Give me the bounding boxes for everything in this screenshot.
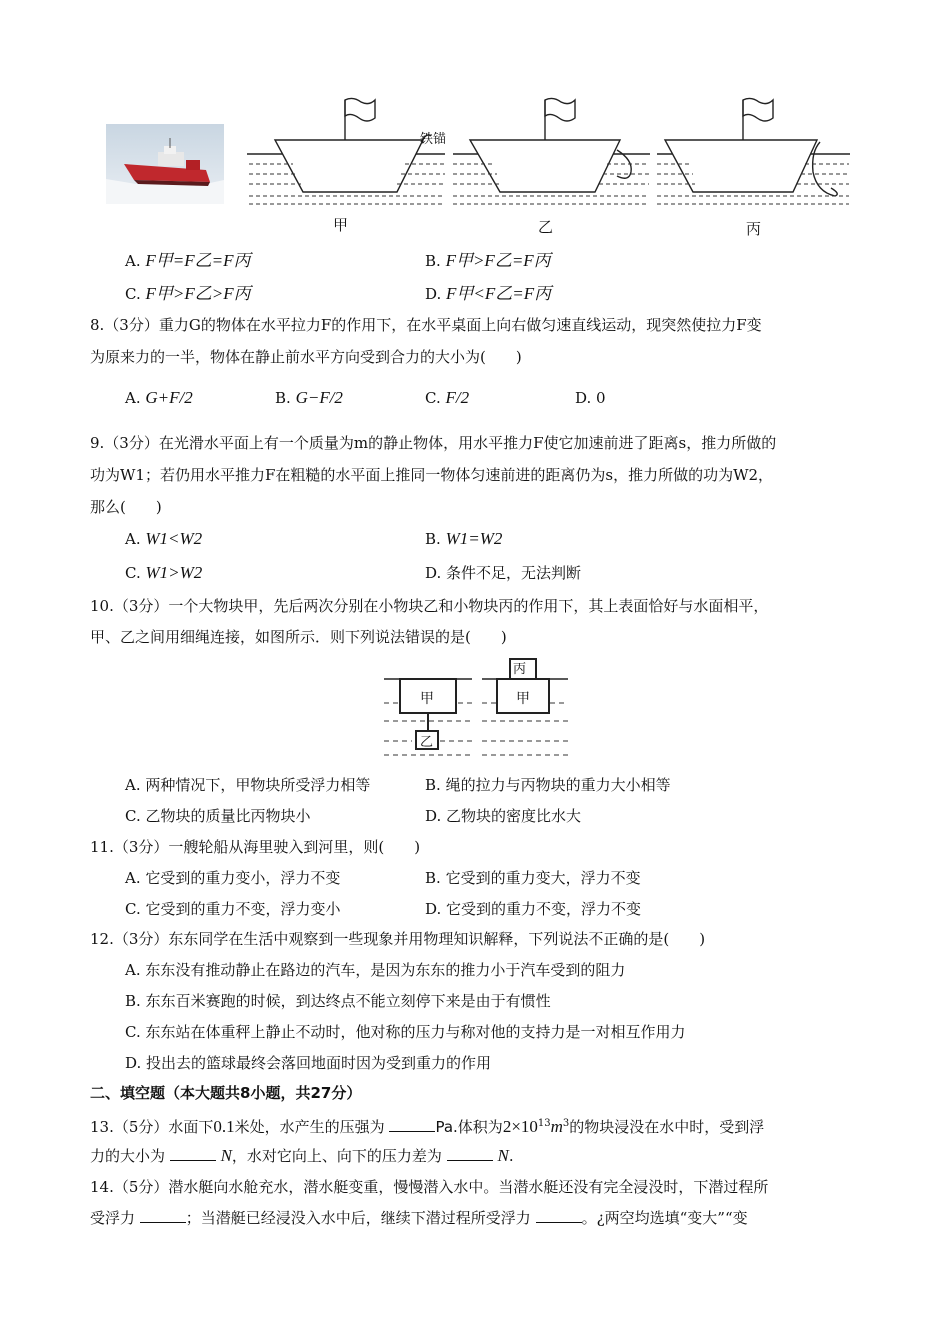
- q9-option-d[interactable]: D. 条件不足，无法判断: [425, 564, 582, 582]
- q10-stem-line2: 甲、乙之间用细绳连接，如图所示．则下列说法错误的是( ): [90, 628, 507, 646]
- q9-option-b-text: W1=W2: [445, 529, 503, 548]
- q7-option-d-text: F甲<F乙=F丙: [446, 284, 552, 303]
- fig2-label-yi: 乙: [420, 735, 434, 750]
- q12-option-b[interactable]: B. 东东百米赛跑的时候，到达终点不能立刻停下来是由于有惯性: [125, 992, 551, 1010]
- q11-option-d-text: 它受到的重力不变，浮力不变: [446, 900, 642, 918]
- fig1-label-jia: 甲: [333, 216, 349, 234]
- q8-option-c[interactable]: C. F/2: [425, 388, 470, 407]
- fig1-label-bing: 丙: [746, 220, 762, 238]
- q12-option-b-text: 东东百米赛跑的时候，到达终点不能立刻停下来是由于有惯性: [145, 992, 551, 1010]
- q13-blank-3[interactable]: [447, 1146, 493, 1161]
- q13-stem-line2: 力的大小为 N，水对它向上、向下的压力差为 N.: [90, 1146, 514, 1165]
- q8-stem-line2: 为原来力的一半，物体在静止前水平方向受到合力的大小为( ): [90, 348, 522, 366]
- q14-blank-2[interactable]: [536, 1208, 582, 1223]
- q14-stem-line2: 受浮力 ；当潜艇已经浸没入水中后，继续下潜过程所受浮力 。¿两空均选填“变大”“变: [90, 1209, 748, 1227]
- q10-option-d-text: 乙物块的密度比水大: [446, 807, 582, 825]
- q10-option-a-text: 两种情况下，甲物块所受浮力相等: [145, 776, 371, 794]
- icebreaker-photo: [106, 124, 224, 204]
- fig2-label-jia-left: 甲: [420, 691, 434, 707]
- blocks-figure: [382, 655, 572, 764]
- q11-option-c[interactable]: C. 它受到的重力不变，浮力变小: [125, 900, 341, 918]
- q11-option-a-text: 它受到的重力变小，浮力不变: [145, 869, 341, 887]
- q12-stem-line1: 12.（3分）东东同学在生活中观察到一些现象并用物理知识解释，下列说法不正确的是( ): [90, 930, 706, 948]
- q9-option-d-text: 条件不足，无法判断: [446, 564, 582, 582]
- q7-option-c-text: F甲>F乙>F丙: [145, 284, 251, 303]
- q9-option-a[interactable]: A. W1<W2: [125, 529, 203, 548]
- q9-stem-line2: 功为W1；若仍用水平推力F在粗糙的水平面上推同一物体匀速前进的距离仍为s，推力所做的功为W2，: [90, 466, 774, 484]
- q9-stem-line1: 9.（3分）在光滑水平面上有一个质量为m的静止物体，用水平推力F使它加速前进了距离s，推力所做的: [90, 434, 777, 452]
- q7-option-d[interactable]: D. F甲<F乙=F丙: [425, 284, 552, 303]
- q10-option-d[interactable]: D. 乙物块的密度比水大: [425, 807, 582, 825]
- q9-option-c-text: W1>W2: [145, 563, 203, 582]
- q8-option-c-text: F/2: [445, 388, 470, 407]
- q10-stem-line1: 10.（3分）一个大物块甲，先后两次分别在小物块乙和小物块丙的作用下，其上表面恰好与水面相平，: [90, 597, 769, 615]
- q12-option-a-text: 东东没有推动静止在路边的汽车，是因为东东的推力小于汽车受到的阻力: [145, 961, 626, 979]
- q10-option-c[interactable]: C. 乙物块的质量比丙物块小: [125, 807, 311, 825]
- section2-title: 二、填空题（本大题共8小题，共27分）: [90, 1084, 362, 1102]
- q10-option-c-text: 乙物块的质量比丙物块小: [145, 807, 311, 825]
- q11-option-b[interactable]: B. 它受到的重力变大，浮力不变: [425, 869, 641, 887]
- fig2-label-bing: 丙: [513, 662, 527, 677]
- q13-blank-1[interactable]: [389, 1117, 435, 1132]
- q11-option-a[interactable]: A. 它受到的重力变小，浮力不变: [125, 869, 341, 887]
- q9-stem-line3: 那么( ): [90, 498, 162, 516]
- q11-option-c-text: 它受到的重力不变，浮力变小: [145, 900, 341, 918]
- q7-option-b[interactable]: B. F甲>F乙=F丙: [425, 251, 551, 270]
- q8-stem-line1: 8.（3分）重力G的物体在水平拉力F的作用下，在水平桌面上向右做匀速直线运动，现突然使拉力F变: [90, 316, 762, 334]
- q12-option-d-text: 投出去的篮球最终会落回地面时因为受到重力的作用: [146, 1054, 492, 1072]
- q14-stem-line1: 14.（5分）潜水艇向水舱充水，潜水艇变重，慢慢潜入水中。当潜水艇还没有完全浸没时，下潜过程所: [90, 1178, 769, 1196]
- q9-option-c[interactable]: C. W1>W2: [125, 563, 203, 582]
- q9-option-b[interactable]: B. W1=W2: [425, 529, 503, 548]
- q11-option-d[interactable]: D. 它受到的重力不变，浮力不变: [425, 900, 642, 918]
- q8-option-d[interactable]: D. 0: [575, 389, 606, 407]
- q11-option-b-text: 它受到的重力变大，浮力不变: [445, 869, 641, 887]
- q10-option-b-text: 绳的拉力与丙物块的重力大小相等: [445, 776, 671, 794]
- fig1-label-yi: 乙: [538, 218, 554, 236]
- q8-option-b[interactable]: B. G−F/2: [275, 388, 343, 407]
- q13-blank-2[interactable]: [170, 1146, 216, 1161]
- q12-option-c[interactable]: C. 东东站在体重秤上静止不动时，他对称的压力与称对他的支持力是一对相互作用力: [125, 1023, 686, 1041]
- q12-option-d[interactable]: D. 投出去的篮球最终会落回地面时因为受到重力的作用: [125, 1054, 492, 1072]
- q13-stem-line1: 13.（5分）水面下0.1米处，水产生的压强为 Pa.体积为$2\times 10^{13}m^3$的物块浸没在水中时，受到浮: [90, 1117, 765, 1136]
- q14-blank-1[interactable]: [140, 1208, 186, 1223]
- q12-option-a[interactable]: A. 东东没有推动静止在路边的汽车，是因为东东的推力小于汽车受到的阻力: [125, 961, 626, 979]
- q12-option-c-text: 东东站在体重秤上静止不动时，他对称的压力与称对他的支持力是一对相互作用力: [145, 1023, 686, 1041]
- anchor-label: 铁锚: [420, 132, 447, 147]
- q7-option-b-text: F甲>F乙=F丙: [445, 251, 551, 270]
- q8-option-b-text: G−F/2: [295, 388, 343, 407]
- q7-option-a-text: F甲=F乙=F丙: [145, 251, 251, 270]
- q7-option-c[interactable]: C. F甲>F乙>F丙: [125, 284, 251, 303]
- q11-stem-line1: 11.（3分）一艘轮船从海里驶入到河里，则( ): [90, 838, 421, 856]
- fig2-label-jia-right: 甲: [516, 691, 530, 707]
- q10-option-a[interactable]: A. 两种情况下，甲物块所受浮力相等: [125, 776, 371, 794]
- q7-option-a[interactable]: A. F甲=F乙=F丙: [125, 251, 251, 270]
- q8-option-a[interactable]: A. G+F/2: [125, 388, 193, 407]
- q8-option-a-text: G+F/2: [145, 388, 193, 407]
- q9-option-a-text: W1<W2: [145, 529, 203, 548]
- q10-option-b[interactable]: B. 绳的拉力与丙物块的重力大小相等: [425, 776, 671, 794]
- q8-option-d-text: 0: [596, 389, 606, 407]
